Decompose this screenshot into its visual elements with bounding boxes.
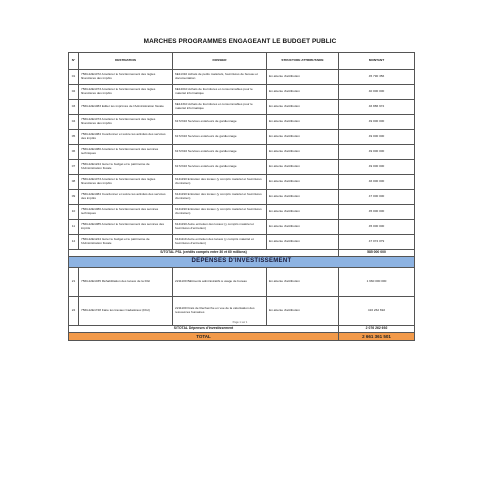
subtotal-invest-row [69, 326, 415, 333]
cell-destination: 756G12E1080 Améliorer le fonctionnement des services techniques [79, 145, 173, 160]
cell-destination: 756G12E1073 Améliorer le fonctionnement des régies financières des impôts [79, 175, 173, 190]
section-investissement-label: DEPENSES D'INVESTISSEMENT [69, 257, 415, 268]
page-footer: Page 1 sur 1 [232, 321, 248, 324]
cell-structure: En attente d'attribution [267, 145, 339, 160]
cell-dossier: 6E11310 Achats de petits matériels, fournitures de bureau et documentation [173, 70, 267, 85]
cell-dossier: 6E14310 Achats de fournitures et consommables pour le matériel informatique [173, 100, 267, 115]
cell-structure: En attente d'attribution [267, 175, 339, 190]
cell-montant: 49 000 000 [339, 160, 415, 175]
cell-dossier: 2211100 Frais de Recherche en vue de la valorisation des ressources humaines [173, 297, 267, 326]
table-row [69, 115, 415, 130]
cell-destination: 756G12E1728 Faire les travaux Cadastraux (DGI) [79, 297, 173, 326]
cell-dossier: 6141190 Entretien des locaux (y compris matériel et fournitures d'entretien) [173, 175, 267, 190]
cell-structure: En attente d'attribution [267, 297, 339, 326]
header-num: N° [69, 53, 79, 70]
cell-destination: 756G12E1035 Réhabilitation des locaux de la DGI [79, 268, 173, 297]
cell-num: 07 [69, 160, 79, 175]
total-label: TOTAL [69, 333, 339, 341]
cell-montant: 46 000 000 [339, 175, 415, 190]
table-row [69, 85, 415, 100]
subtotal-psl-value: 585 000 000 [339, 250, 415, 257]
cell-num: 06 [69, 145, 79, 160]
cell-num: 05 [69, 130, 79, 145]
header-structure: STRUCTURE ATTRIBUTAIRE [267, 53, 339, 70]
cell-num: 22 [69, 297, 79, 326]
header-destination: DESTINATION [79, 53, 173, 70]
section-investissement [69, 257, 415, 268]
cell-num: 10 [69, 205, 79, 220]
cell-num: 03 [69, 100, 79, 115]
cell-destination: 756G12E1073 Améliorer le fonctionnement des régies financières des impôts [79, 85, 173, 100]
cell-montant: 45 790 356 [339, 70, 415, 85]
cell-structure: En attente d'attribution [267, 115, 339, 130]
cell-num: 02 [69, 85, 79, 100]
table-row [69, 175, 415, 190]
cell-dossier: 6172310 Services extérieurs de gardiennage [173, 115, 267, 130]
cell-structure: En attente d'attribution [267, 205, 339, 220]
cell-num: 08 [69, 175, 79, 190]
cell-dossier: 6E12010 Achats de fournitures et consommables pour le matériel informatique [173, 85, 267, 100]
cell-montant: 45 000 000 [339, 220, 415, 235]
table-row [69, 190, 415, 205]
cell-dossier: 6172310 Services extérieurs de gardiennage [173, 160, 267, 175]
cell-structure: En attente d'attribution [267, 130, 339, 145]
cell-destination: 756G12E1080 Améliorer le fonctionnement des services techniques [79, 205, 173, 220]
table-row [69, 100, 415, 115]
table-header-row [69, 53, 415, 70]
table-row [69, 235, 415, 250]
table-row [69, 220, 415, 235]
cell-montant: 49 000 000 [339, 145, 415, 160]
cell-num: 12 [69, 235, 79, 250]
cell-montant: 40 000 000 [339, 85, 415, 100]
cell-destination: 756G12E1085 Améliorer le fonctionnement des services des impôts [79, 220, 173, 235]
cell-structure: En attente d'attribution [267, 220, 339, 235]
cell-structure: En attente d'attribution [267, 268, 339, 297]
header-dossier: DOSSIER [173, 53, 267, 70]
cell-num: 11 [69, 220, 79, 235]
cell-dossier: 6141190 Autre entretien des locaux (y compris matériel et fournitures d'entretien) [173, 220, 267, 235]
table-row [69, 205, 415, 220]
table-row [69, 145, 415, 160]
cell-montant: 49 000 000 [339, 115, 415, 130]
cell-montant: 47 072 079 [339, 235, 415, 250]
subtotal-invest-value: 2 076 262 692 [339, 326, 415, 333]
cell-destination: 756G12E1072 Améliorer le fonctionnement des régies financières des impôts [79, 70, 173, 85]
cell-structure: En attente d'attribution [267, 70, 339, 85]
cell-dossier: 6141190 Entretien des locaux (y compris matériel et fournitures d'entretien) [173, 190, 267, 205]
cell-num: 21 [69, 268, 79, 297]
cell-destination: 756G12E1084 Coordonner et suivre les activités des services des impôts [79, 190, 173, 205]
cell-num: 01 [69, 70, 79, 85]
cell-montant: 1 960 000 000 [339, 268, 415, 297]
subtotal-psl-row [69, 250, 415, 257]
cell-structure: En attente d'attribution [267, 100, 339, 115]
cell-destination: 756G12E1073 Améliorer le fonctionnement des régies financières des impôts [79, 115, 173, 130]
cell-montant: 49 000 000 [339, 130, 415, 145]
table-row [69, 160, 415, 175]
cell-dossier: 6141190 Entretien des locaux (y compris matériel et fournitures d'entretien) [173, 205, 267, 220]
cell-montant: 45 000 000 [339, 205, 415, 220]
cell-montant: 47 000 000 [339, 190, 415, 205]
cell-dossier: 2211100 Bâtiments administratifs à usage de bureau [173, 268, 267, 297]
cell-structure: En attente d'attribution [267, 160, 339, 175]
cell-structure: En attente d'attribution [267, 85, 339, 100]
cell-montant: 46 886 972 [339, 100, 415, 115]
total-row [69, 333, 415, 341]
cell-dossier: 6172310 Services extérieurs de gardiennage [173, 145, 267, 160]
cell-destination: 756G12E1084 Coordonner et suivre les activités des services des impôts [79, 130, 173, 145]
budget-table [68, 52, 415, 341]
cell-structure: En attente d'attribution [267, 235, 339, 250]
table-row [69, 130, 415, 145]
table-row [69, 70, 415, 85]
cell-structure: En attente d'attribution [267, 190, 339, 205]
cell-dossier: 6172310 Services extérieurs de gardiennage [173, 130, 267, 145]
table-body [69, 70, 415, 250]
document-title: MARCHES PROGRAMMES ENGAGEANT LE BUDGET PUBLIC [143, 38, 337, 45]
cell-destination: 756G12E1224 Gérer le budget et le patrimoine de l'Administration fiscale [79, 160, 173, 175]
cell-destination: 756G12E1224 Gérer le budget et le patrimoine de l'Administration fiscale [79, 235, 173, 250]
cell-dossier: 6141119 Autre entretien des locaux (y compris matériel et fournitures d'entretien) [173, 235, 267, 250]
subtotal-invest-label: S/TOTAL Dépenses d'investissement [69, 326, 339, 333]
invest-table-body [69, 268, 415, 326]
cell-destination: 756G12E1083 Editer les imprimés de l'Administration fiscale [79, 100, 173, 115]
table-row [69, 268, 415, 297]
header-montant: MONTANT [339, 53, 415, 70]
subtotal-psl-label: S/TOTAL PSL (crédits compris entre 30 et 60 millions) [69, 250, 339, 257]
cell-num: 09 [69, 190, 79, 205]
total-value: 2 661 361 501 [339, 333, 415, 341]
cell-num: 04 [69, 115, 79, 130]
cell-montant: 416 262 692 [339, 297, 415, 326]
